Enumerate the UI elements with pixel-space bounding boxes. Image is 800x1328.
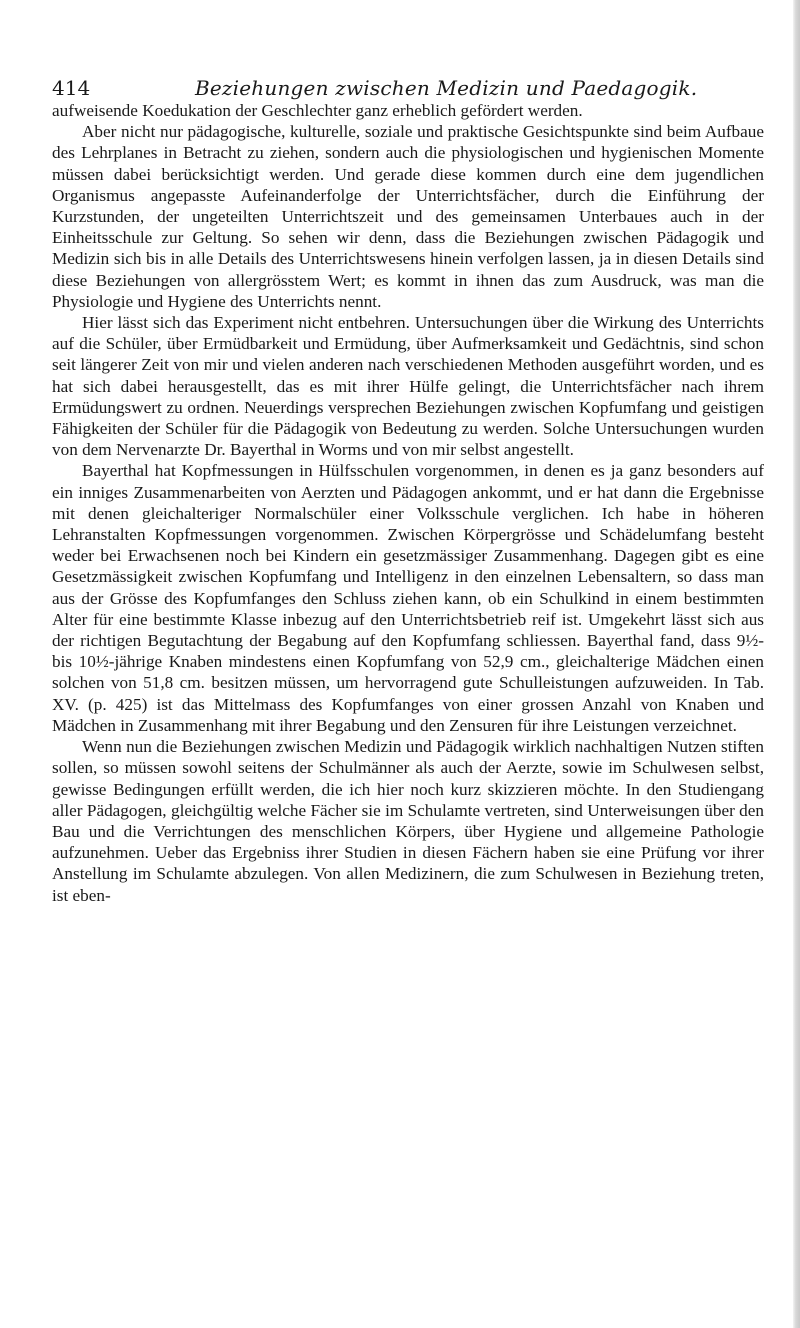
paragraph-3: Hier lässt sich das Experiment nicht entbehren. Untersuchungen über die Wirkung des Unterrichts auf die Schüler, über Ermüdbarkeit und Ermüdung, über Aufmerksamkeit und Gedächtnis, sind schon seit längerer Zeit von mir und vielen anderen nach verschiedenen Methoden ausgeführt worden, und es hat sich dabei herausgestellt, das es mit ihrer Hülfe gelingt, die Unterrichtsfächer nach ihrem Ermüdungswert zu ordnen. Neuerdings versprechen Beziehungen zwischen Kopfumfang und geistigen Fähigkeiten der Schüler für die Pädagogik von Bedeutung zu werden. Solche Untersuchungen wurden von dem Nervenarzte Dr. Bayerthal in Worms und von mir selbst angestellt. (52, 313, 764, 460)
running-head (52, 56, 764, 100)
running-title: Beziehungen zwischen Medizin und Paedagogik. (195, 76, 698, 100)
paragraph-2: Aber nicht nur pädagogische, kulturelle, soziale und praktische Gesichtspunkte sind beim Aufbaue des Lehrplanes in Betracht zu ziehen, sondern auch die physiologischen und hygienischen Momente müssen dabei berücksichtigt werden. Und gerade diese kommen durch eine dem jugendlichen Organismus angepasste Aufeinanderfolge der Unterrichtsfächer, durch die Einführung der Kurzstunden, der ungeteilten Unterrichtszeit und des gemeinsamen Unterbaues auch in der Einheitsschule zur Geltung. So sehen wir denn, dass die Beziehungen zwischen Pädagogik und Medizin sich bis in alle Details des Unterrichtswesens hinein verfolgen lassen, ja in diesen Details sind diese Beziehungen von allergrösstem Wert; es kommt in ihnen das zum Ausdruck, was man die Physiologie und Hygiene des Unterrichts nennt. (52, 122, 764, 311)
page-edge-shadow (793, 0, 800, 1328)
book-page (52, 56, 764, 906)
paragraph-4: Bayerthal hat Kopfmessungen in Hülfsschulen vorgenommen, in denen es ja ganz besonders auf ein inniges Zusammenarbeiten von Aerzten und Pädagogen ankommt, und er hat dann die Ergebnisse mit denen gleichalteriger Normalschüler einer Volksschule verglichen. Ich habe in höheren Lehranstalten Kopfmessungen vorgenommen. Zwischen Körpergrösse und Schädelumfang besteht weder bei Erwachsenen noch bei Kindern ein gesetzmässiger Zusammenhang. Dagegen gibt es eine Gesetzmässigkeit zwischen Kopfumfang und Intelligenz in den einzelnen Lebensaltern, so dass man aus der Grösse des Kopfumfanges den Schluss ziehen kann, ob ein Schulkind in einem bestimmten Alter für eine bestimmte Klasse inbezug auf den Unterrichtsbetrieb reif ist. Umgekehrt lässt sich aus der richtigen Begutachtung der Begabung auf den Kopfumfang schliessen. Bayerthal fand, dass 9½- bis 10½-jährige Knaben mindestens einen Kopfumfang von 52,9 cm., gleichalterige Mädchen einen solchen von 51,8 cm. besitzen müssen, um hervorragend gute Schulleistungen aufzuweiden. In Tab. XV. (p. 425) ist das Mittelmass des Kopfumfanges von einer grossen Anzahl von Knaben und Mädchen in Zusammenhang mit ihrer Begabung und den Zensuren für ihre Leistungen verzeichnet. (52, 461, 764, 735)
paragraph-5: Wenn nun die Beziehungen zwischen Medizin und Pädagogik wirklich nachhaltigen Nutzen stiften sollen, so müssen sowohl seitens der Schulmänner als auch der Aerzte, sowie im Schulwesen selbst, gewisse Bedingungen erfüllt werden, die ich hier noch kurz skizzieren möchte. In den Studiengang aller Pädagogen, gleichgültig welche Fächer sie im Schulamte vertreten, sind Unterweisungen über den Bau und die Verrichtungen des menschlichen Körpers, über Hygiene und allgemeine Pathologie aufzunehmen. Ueber das Ergebniss ihrer Studien in diesen Fächern haben sie eine Prüfung vor ihrer Anstellung im Schulamte abzulegen. Von allen Medizinern, die zum Schulwesen in Beziehung treten, ist eben- (52, 737, 764, 905)
paragraph-1: aufweisende Koedukation der Geschlechter ganz erheblich gefördert werden. (52, 101, 583, 120)
page-number: 414 (52, 76, 91, 100)
body-text (52, 100, 764, 906)
